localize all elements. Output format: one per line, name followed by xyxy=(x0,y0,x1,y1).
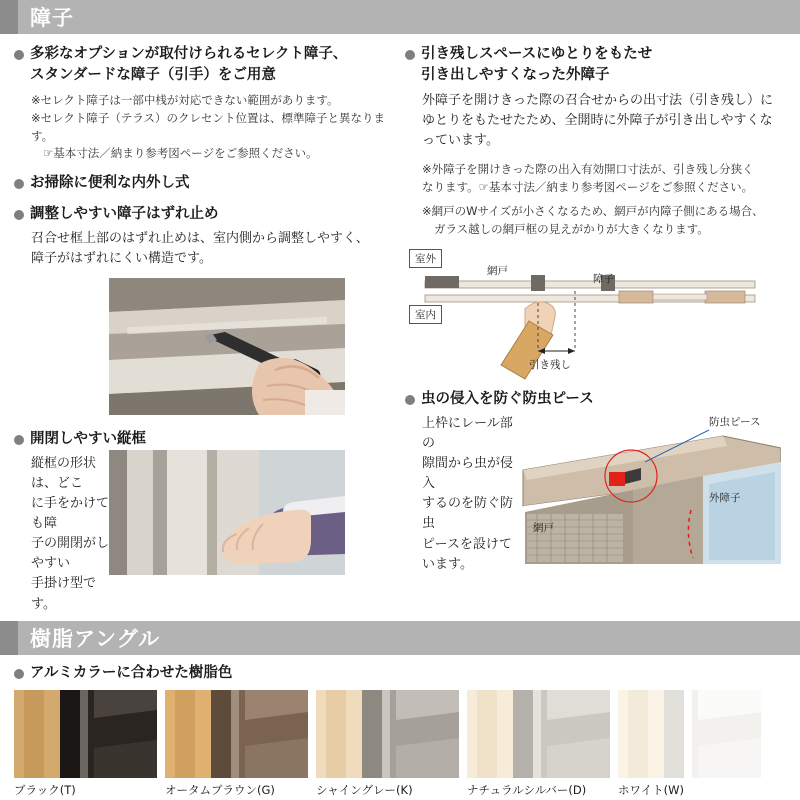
swatch-item xyxy=(618,690,761,798)
note-line-2: ※セレクト障子（テラス）のクレセント位置は、標準障子と異なります。 xyxy=(31,110,386,143)
bullet-uchisoto-label: お掃除に便利な内外し式 xyxy=(30,175,190,192)
label-shoji: 障子 xyxy=(593,272,614,285)
text-bochu-line-2: 隙間から虫が侵入 xyxy=(422,456,514,492)
label-outside: 室外 xyxy=(409,249,442,268)
note-hikinokoshi-1a: ※外障子を開けきった際の出入有効開口寸法が、引き残し分狭く xyxy=(422,162,754,177)
bullet-dot-icon xyxy=(14,179,24,189)
diagram-bochu-piece xyxy=(513,414,781,564)
bullet-hazure-label: 調整しやすい障子はずれ止め xyxy=(30,206,219,223)
text-hazure xyxy=(14,229,389,269)
bullet-aluminum-color-label: アルミカラーに合わせた樹脂色 xyxy=(30,664,233,681)
section-header-angle xyxy=(0,621,800,655)
bullet-hikinokoshi-label: 引き残しスペースにゆとりをもたせ 引き出しやすくなった外障子 xyxy=(421,46,653,84)
label-bochu-piece: 防虫ピース xyxy=(709,415,761,428)
bullet-dot-icon xyxy=(405,50,415,60)
swatch-label: ナチュラルシルバー(D) xyxy=(467,782,587,797)
bullet-dot-icon xyxy=(405,395,415,405)
text-hazure-line-1: 召合せ框上部のはずれ止めは、室内側から調整しやすく、 xyxy=(31,231,369,247)
diagram-hikinokoshi-graphic xyxy=(405,247,785,387)
text-hikinokoshi-line-3: っています。 xyxy=(422,133,499,149)
notes-select-shoji xyxy=(14,92,389,163)
bullet-dot-icon xyxy=(14,669,24,679)
section-title-angle: 樹脂アングル xyxy=(30,626,161,651)
text-bochu-line-1: 上枠にレール部の xyxy=(422,415,513,451)
bullet-aluminum-color xyxy=(14,663,800,684)
content-columns xyxy=(0,34,800,615)
text-bochu-line-3: するのを防ぐ防虫 xyxy=(422,496,514,532)
bullet-dot-icon xyxy=(14,50,24,60)
photo-hand-on-stile-graphic xyxy=(109,450,345,575)
color-swatch-row xyxy=(0,684,800,798)
photo-adjusting-stopper xyxy=(109,278,345,415)
note-line-3: ☞基本寸法／納まり参考図ページをご参照ください。 xyxy=(43,146,318,161)
swatch-item xyxy=(467,690,610,798)
bullet-tatekamachi-label: 開閉しやすい縦框 xyxy=(30,430,146,447)
label-soto-shoji: 外障子 xyxy=(709,491,741,504)
bullet-select-shoji-label: 多彩なオプションが取付けられるセレクト障子、 スタンダードな障子（引手）をご用意 xyxy=(30,46,348,84)
note-hikinokoshi-1b: なります。☞基本寸法／納まり参考図ページをご参照ください。 xyxy=(422,180,754,195)
text-hikinokoshi xyxy=(405,91,784,151)
text-tatekamachi-line-1: 縦框の形状は、どこ xyxy=(31,455,97,491)
text-tatekamachi-line-2: に手をかけても障 xyxy=(31,495,110,532)
swatch-image-white xyxy=(618,690,761,778)
swatch-image-autumn-brown xyxy=(165,690,308,778)
section-title-shoji: 障子 xyxy=(30,6,74,30)
swatch-image-black xyxy=(14,690,157,778)
bullet-tatekamachi xyxy=(14,429,389,450)
text-tatekamachi-line-3: 子の開閉がしやすい xyxy=(31,536,110,572)
note-hikinokoshi-2b: ガラス越しの網戸框の見えがかりが大きくなります。 xyxy=(434,221,709,236)
notes-hikinokoshi xyxy=(405,161,784,238)
text-hikinokoshi-line-2: ゆとりをもたせたため、全開時に外障子が引き出しやすくな xyxy=(422,113,773,129)
text-bochu-line-4: ピースを設けて xyxy=(422,536,512,552)
swatch-item xyxy=(165,690,308,798)
bullet-bochu-piece-label: 虫の侵入を防ぐ防虫ピース xyxy=(421,390,594,407)
text-tatekamachi xyxy=(14,450,109,615)
bullet-select-shoji xyxy=(14,44,389,86)
note-hikinokoshi-2a: ※網戸のWサイズが小さくなるため、網戸が内障子側にある場合、 xyxy=(422,204,764,219)
swatch-label: ブラック(T) xyxy=(14,782,76,797)
photo-adjusting-stopper-graphic xyxy=(109,278,345,415)
tatekamachi-row xyxy=(14,450,389,615)
text-hazure-line-2: 障子がはずれにくい構造です。 xyxy=(31,251,212,267)
bullet-dot-icon xyxy=(14,435,24,445)
text-bochu-line-5: います。 xyxy=(422,556,473,572)
swatch-image-shine-gray xyxy=(316,690,459,778)
swatch-item xyxy=(316,690,459,798)
swatch-item xyxy=(14,690,157,798)
bullet-bochu-piece xyxy=(405,389,784,410)
swatch-label: シャイングレー(K) xyxy=(316,782,413,797)
photo-hand-on-stile xyxy=(109,450,345,575)
left-column xyxy=(14,44,399,615)
text-bochu xyxy=(405,414,513,575)
diagram-bochu-piece-graphic xyxy=(513,414,781,564)
swatch-label: オータムブラウン(G) xyxy=(165,782,275,797)
label-hikinokoshi: 引き残し xyxy=(529,358,571,371)
bullet-hikinokoshi xyxy=(405,44,784,86)
diagram-hikinokoshi xyxy=(405,247,784,387)
section-header-shoji xyxy=(0,0,800,34)
bochu-row xyxy=(405,414,784,575)
swatch-image-natural-silver xyxy=(467,690,610,778)
label-amido: 網戸 xyxy=(487,264,508,277)
bullet-hazure xyxy=(14,204,389,225)
swatch-label: ホワイト(W) xyxy=(618,782,684,797)
note-line-1: ※セレクト障子は一部中桟が対応できない範囲があります。 xyxy=(31,93,339,108)
right-column xyxy=(399,44,784,615)
text-tatekamachi-line-4: 手掛け型です。 xyxy=(31,576,97,612)
bullet-dot-icon xyxy=(14,210,24,220)
text-hikinokoshi-line-1: 外障子を開けきった際の召合せからの出寸法（引き残し）に xyxy=(422,93,774,109)
label-inside: 室内 xyxy=(409,305,442,324)
label-amido-2: 網戸 xyxy=(533,521,554,534)
bullet-uchisoto xyxy=(14,173,389,194)
